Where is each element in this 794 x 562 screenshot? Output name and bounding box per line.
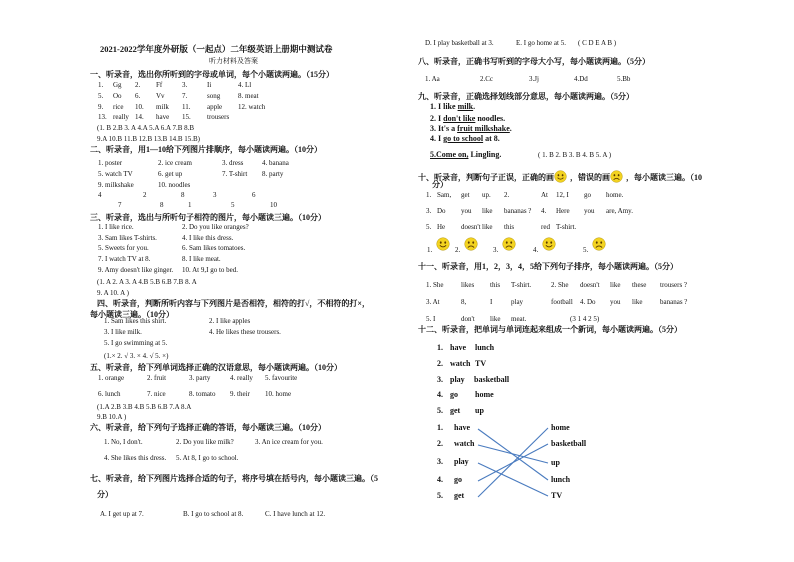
happy-face-icon [542,237,556,251]
section-7-option-d: D. I play basketball at 3. [425,39,494,47]
section-4-item: 3. I like milk. [104,327,142,336]
section-12-word: home [475,390,494,400]
section-11-item: 5. I [426,314,436,323]
section-10-item: At [541,191,548,199]
section-12-right-word: basketball [551,439,587,448]
section-1-item: 12. watch [238,102,266,111]
section-7-title-1: 七、听录音，给下列图片选择合适的句子，将序号填在括号内，每小题读三遍。（5 [90,474,378,483]
section-5-item: 9. their [230,389,250,398]
line-text: 1. I like [430,102,458,111]
section-8-title: 八、听录音，正确书写听到的字母大小写，每小题读两遍。（5分） [418,57,650,66]
section-12-number: 2. [437,358,443,368]
section-12-word: basketball [474,374,510,384]
section-12-left-word: get [454,491,465,500]
section-11-title: 十一、听录音，用1，2，3，4，5给下列句子排序，每小题读两遍。（5分） [418,262,678,271]
section-12-word: get [450,406,461,416]
section-10-item: Here [556,207,570,216]
section-1-item: Gg [113,81,122,89]
section-1-item: 6. [135,91,141,100]
section-10-face [592,237,606,251]
section-11-item: like [610,281,621,289]
section-10-face-number: 3. [493,246,499,254]
title-text: ，每小题读三遍。（10 [626,173,702,182]
section-2-answer: 1 [188,201,192,209]
section-5-item: 2. fruit [147,374,167,382]
section-12-word: watch [450,358,471,368]
section-12-match-number: 5. [437,491,443,500]
section-11-item: 8, [461,297,467,306]
title-text: 十、听录音，判断句子正误，正确的画 [418,173,554,182]
section-10-item: He [437,223,446,232]
section-10-item: 5. [426,223,432,232]
section-2-answer: 4 [98,191,102,199]
section-7-answers: ( C D E A B ) [578,39,617,47]
section-1-item: 15. [182,113,191,122]
section-1-answers-1: (1. B 2.B 3. A 4.A 5.A 6.A 7.B 8.B [97,124,195,132]
section-1-item: 14. [135,113,144,122]
section-3-item: 5. Sweets for you. [98,244,149,253]
section-10-item: 4. [541,207,547,216]
section-2-answer: 10 [270,201,277,209]
section-5-item: 1. orange [98,374,125,382]
underlined-text: 5.Come on, [430,150,469,159]
section-9-line-1 [430,102,475,112]
section-11-item: 3. At [426,297,440,306]
connector-line [478,444,548,481]
section-6-title: 六、听录音，给下列句子选择正确的答语，每小题读三遍。（10分） [90,423,326,432]
section-1-answers-2: 9.A 10.B 11.B 12.B 13.B 14.B 15.B) [97,135,201,143]
section-12-left-word: play [454,457,469,466]
section-10-face [436,237,450,251]
section-1-item: 11. [182,102,191,111]
sad-face-icon [502,237,516,251]
section-10-item: go [584,191,591,199]
section-2-item: 1. poster [98,159,123,167]
section-12-number: 3. [437,374,443,384]
section-11-item: football [551,297,573,306]
section-1-item: rice [113,102,124,111]
section-2-item: 7. T-shirt [222,170,248,178]
section-7-option-c: C. I have lunch at 12. [265,510,326,518]
section-11-item: don't [461,314,475,323]
section-11-item: these [632,281,647,289]
sad-face-icon [592,237,606,251]
section-2-item: 3. dress [222,159,244,167]
section-5-answers-1: (1.A 2.B 3.B 4.B 5.B 6.B 7.A 8.A [97,403,192,411]
section-10-face-number: 4. [533,246,539,254]
section-4-title-2: 每小题读三遍。（10分） [90,310,174,319]
section-3-item: 2. Do you like oranges? [182,223,249,231]
section-12-right-word: lunch [551,475,571,484]
section-11-item: this [490,281,501,289]
section-4-item: 1. Sam likes this shirt. [104,317,167,325]
section-10-item: red [541,223,550,232]
sad-face-icon [610,170,623,183]
section-5-item: 3. party [189,374,211,382]
section-9-line-4 [430,134,500,144]
section-11-item: I [490,297,493,306]
section-8-answer: 3.Jj [529,75,539,83]
section-7-option-b: B. I go to school at 8. [183,510,244,518]
section-3-item: 7. I watch TV at 8. [98,255,151,264]
section-10-item: Sam, [437,191,452,199]
section-1-item: apple [207,102,223,111]
section-12-word: up [475,406,484,416]
section-12-match-number: 3. [437,457,443,466]
section-10-item: you [461,207,472,216]
section-12-match-number: 2. [437,439,443,448]
section-1-item: Vv [156,91,165,100]
section-10-item: get [461,191,470,199]
section-4-item: 5. I go swimming at 5. [104,338,168,347]
section-10-item: up. [482,191,491,199]
section-4-title-1: 四、听录音，判断所听内容与下列图片是否相符，相符的打√，不相符的打×， [97,299,370,308]
section-12-number: 1. [437,343,443,352]
section-5-item: 7. nice [147,389,166,398]
line-text: . [473,102,476,111]
section-2-item: 5. watch TV [98,170,133,178]
section-11-item: like [632,297,643,306]
happy-face-slot [554,170,570,183]
section-6-item: 3. An ice cream for you. [255,438,323,446]
section-12-right-word: home [551,423,570,432]
section-10-item: doesn't [461,223,481,232]
section-1-item: Ii [207,81,212,89]
section-3-item: 3. Sam likes T-shirts. [98,233,157,242]
section-3-answers-1: (1. A 2. A 3. A 4.B 5.B 6.B 7.B 8. A [97,278,197,286]
section-8-answer: 2.Cc [480,75,494,83]
underlined-text: milk [457,102,474,111]
section-12-word: play [450,374,465,384]
section-1-item: have [156,113,170,122]
section-3-item: 1. I like rice. [98,223,134,231]
page-subtitle: 听力材料及答案 [209,57,258,65]
section-4-item: 4. He likes these trousers. [209,327,281,336]
section-1-item: 4. Ll [238,81,252,89]
section-6-item: 4. She likes this dress. [104,453,167,462]
section-3-answers-2: 9. A 10. A ) [97,289,129,297]
section-5-item: 5. favourite [265,374,298,382]
section-8-answer: 5.Bb [617,75,631,83]
section-10-item: home. [606,191,624,199]
section-12-word: lunch [475,343,495,352]
section-12-left-word: have [454,423,470,432]
section-12-left-word: go [454,475,462,484]
connector-line [478,445,548,463]
section-2-answer: 8 [181,191,185,199]
section-11-item: you [610,297,621,306]
section-5-item: 6. lunch [98,389,121,398]
section-11-item: bananas ? [660,297,688,306]
section-10-item: like [482,223,493,232]
section-9-line-3 [430,124,512,134]
section-5-title: 五、听录音，给下列单词选择正确的汉语意思，每小题读两遍。（10分） [90,363,342,372]
section-10-item: like [482,207,493,216]
section-4-item: 2. I like apples [209,317,251,325]
section-1-item: 8. meat [238,91,259,100]
section-2-answer: 3 [213,191,217,199]
section-12-number: 4. [437,390,443,400]
section-2-answer: 8 [160,201,164,209]
section-11-item: meat. [511,314,527,323]
section-1-item: 1. [98,81,104,89]
section-2-item: 9. milkshake [98,181,134,189]
section-11-item: play [511,297,524,306]
section-11-item: doesn't [580,281,600,289]
section-7-option-e: E. I go home at 5. [516,39,566,47]
section-12-number: 5. [437,406,443,416]
section-12-word: have [450,343,466,352]
section-8-answer: 4.Dd [574,75,588,83]
section-10-item: are, Amy. [606,207,633,216]
section-9-answers: ( 1. B 2. B 3. B 4. B 5. A ) [538,151,612,159]
happy-face-icon [554,170,567,183]
section-2-answer: 2 [143,191,147,199]
section-2-answer: 5 [231,201,235,209]
section-12-match-number: 4. [437,475,443,484]
underlined-text: fruit milkshake [457,124,510,133]
section-12-word: go [450,390,458,400]
section-1-item: Oo [113,91,122,100]
section-10-face-number: 2. [455,246,461,254]
section-8-answer: 1. Aa [425,75,440,83]
underlined-text: don't like [443,114,476,123]
section-5-item: 4. really [230,374,253,382]
section-12-right-word: up [551,458,560,467]
section-10-item: 1. [426,191,432,199]
section-11-item: like [490,314,501,323]
section-1-item: 3. [182,81,188,89]
section-2-item: 8. party [262,170,284,178]
section-2-answer: 6 [252,191,256,199]
section-11-item: trousers ? [660,281,688,289]
section-2-item: 4. banana [262,159,289,167]
section-1-item: milk [156,102,169,111]
section-7-title-2: 分） [97,490,113,499]
section-10-item: bananas ? [504,207,532,216]
line-text: 2. I [430,114,444,123]
section-10-item: Do [437,207,446,216]
section-2-answer: 7 [118,201,122,209]
section-1-item: 2. [135,81,141,89]
section-9-line-5 [430,150,501,160]
line-text: 4. I [430,134,444,143]
section-3-item: 6. Sam likes tomatoes. [182,244,246,253]
section-1-item: 7. [182,91,188,100]
section-7-option-a: A. I get up at 7. [100,510,144,518]
sad-face-icon [464,237,478,251]
section-2-item: 2. ice cream [158,159,193,167]
section-10-face [502,237,516,251]
section-11-item: likes [461,281,475,289]
section-1-item: song [207,91,221,100]
section-2-item: 10. noodles [158,181,191,189]
section-10-item: T-shirt. [556,223,577,232]
section-2-item: 6. get up [158,170,183,178]
section-10-title-2: 分） [432,180,448,189]
line-text: 3. It's a [430,124,458,133]
section-12-title: 十二、听录音，把单词与单词连起来组成一个新词，每小题读两遍。（5分） [418,325,682,334]
section-1-item: 9. [98,102,104,111]
section-2-title: 二、听录音，用1—10给下列图片排顺序，每小题读两遍。（10分） [90,145,322,154]
sad-face-slot [610,170,626,183]
section-3-item: 8. I like meat. [182,255,221,264]
connector-line [478,463,548,496]
section-11-item: T-shirt. [511,281,532,289]
connector-line [478,429,548,480]
section-11-item: 2. She [551,281,569,289]
section-4-answers: (1.× 2. √ 3. × 4. √ 5. ×) [104,352,169,360]
section-3-item: 4. I like this dress. [182,233,234,242]
section-9-title: 九、听录音，正确选择划线部分意思，每小题读两遍。（5分） [418,92,634,101]
section-1-title: 一、听录音，选出你所听到的字母或单词，每个小题读两遍。（15分） [90,70,334,79]
section-9-line-2 [430,114,505,124]
section-1-item: 10. [135,102,144,111]
section-6-item: 5. At 8, I go to school. [176,453,239,462]
underlined-text: go to school [443,134,484,143]
page-title: 2021-2022学年度外研版（一起点）二年级英语上册期中测试卷 [100,44,333,54]
section-10-title-1 [418,170,702,183]
line-text: Lingling. [468,150,502,159]
section-11-item: 4. Do [580,297,596,306]
section-5-item: 10. home [265,389,292,398]
section-12-word: TV [475,358,487,368]
section-3-item: 10. At 9,I go to bed. [182,265,238,274]
section-10-face [542,237,556,251]
section-12-right-word: TV [551,491,563,500]
section-10-item: this [504,223,515,232]
section-10-item: 3. [426,207,432,216]
section-10-face-number: 1. [427,246,433,254]
section-10-face-number: 5. [583,246,589,254]
section-10-item: 2. [504,191,510,199]
section-3-item: 9. Amy doesn't like ginger. [98,265,174,274]
section-1-item: 13. [98,113,107,122]
section-6-item: 1. No, I don't. [104,438,143,446]
section-1-item: 5. [98,91,104,100]
section-3-title: 三、听录音，选出与所听句子相符的图片，每小题读三遍。（10分） [90,213,326,222]
section-10-item: you [584,207,595,216]
section-6-item: 2. Do you like milk? [176,438,234,446]
section-12-match-number: 1. [437,423,443,432]
line-text: at 8. [483,134,500,143]
section-11-answers: (3 1 4 2 5) [570,315,600,323]
section-1-item: Ff [156,81,163,89]
section-1-item: really [113,113,129,122]
section-10-face [464,237,478,251]
line-text: . [509,124,512,133]
connector-line [478,428,548,497]
section-12-left-word: watch [454,439,475,448]
line-text: noodles. [475,114,506,123]
section-11-item: 1. She [426,281,444,289]
happy-face-icon [436,237,450,251]
title-text: ，错误的画 [570,173,610,182]
section-1-item: trousers [207,113,230,122]
section-10-item: 12, I [556,191,569,199]
section-5-answers-2: 9.B 10.A ) [97,413,127,421]
section-5-item: 8. tomato [189,389,216,398]
